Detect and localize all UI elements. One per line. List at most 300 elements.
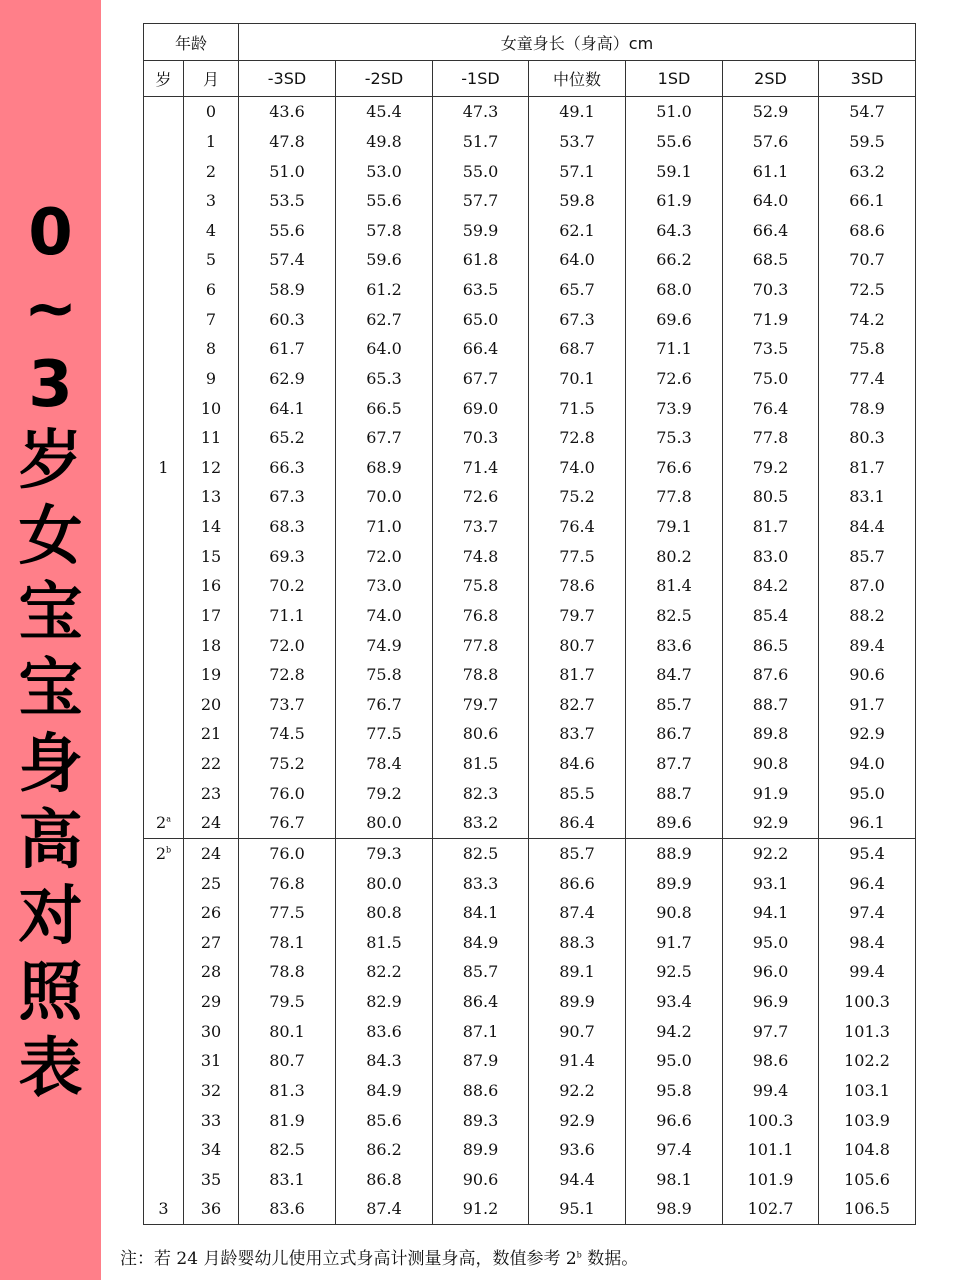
title-char: 表 <box>18 1032 83 1106</box>
month-cell: 32 <box>184 1076 239 1106</box>
height-value-cell: 102.7 <box>723 1194 819 1224</box>
height-value-cell: 81.4 <box>626 571 723 601</box>
height-value-cell: 76.0 <box>239 778 336 808</box>
table-row <box>144 808 916 838</box>
table-row <box>144 601 916 631</box>
height-value-cell: 79.2 <box>336 778 433 808</box>
height-value-cell: 79.7 <box>433 690 529 720</box>
title-sidebar <box>0 0 101 1280</box>
height-value-cell: 91.7 <box>626 928 723 958</box>
height-value-cell: 65.7 <box>529 275 626 305</box>
height-value-cell: 79.1 <box>626 512 723 542</box>
height-value-cell: 73.9 <box>626 393 723 423</box>
height-value-cell: 71.9 <box>723 304 819 334</box>
footnote-tail: 数据。 <box>581 1249 639 1269</box>
height-value-cell: 80.0 <box>336 808 433 838</box>
year-cell <box>144 808 184 838</box>
height-value-cell: 84.7 <box>626 660 723 690</box>
height-value-cell: 85.7 <box>626 690 723 720</box>
height-value-cell: 79.7 <box>529 601 626 631</box>
height-value-cell: 86.5 <box>723 630 819 660</box>
table-row <box>144 186 916 216</box>
table-row <box>144 1076 916 1106</box>
year-cell <box>144 601 184 631</box>
year-cell <box>144 928 184 958</box>
height-value-cell: 85.6 <box>336 1105 433 1135</box>
height-value-cell: 81.7 <box>529 660 626 690</box>
year-cell <box>144 541 184 571</box>
year-cell <box>144 898 184 928</box>
height-value-cell: 92.9 <box>529 1105 626 1135</box>
height-value-cell: 68.3 <box>239 512 336 542</box>
height-value-cell: 95.8 <box>626 1076 723 1106</box>
column-header: 1SD <box>626 61 723 97</box>
height-value-cell: 77.8 <box>723 423 819 453</box>
column-header: -3SD <box>239 61 336 97</box>
month-cell: 27 <box>184 928 239 958</box>
height-value-cell: 88.2 <box>819 601 916 631</box>
height-value-cell: 82.5 <box>239 1135 336 1165</box>
height-value-cell: 84.9 <box>433 928 529 958</box>
height-value-cell: 74.0 <box>529 453 626 483</box>
height-value-cell: 83.7 <box>529 719 626 749</box>
height-value-cell: 80.5 <box>723 482 819 512</box>
footnote-sup: b <box>576 1250 582 1260</box>
table-row <box>144 571 916 601</box>
height-value-cell: 86.6 <box>529 868 626 898</box>
height-value-cell: 67.7 <box>336 423 433 453</box>
height-value-cell: 94.0 <box>819 749 916 779</box>
table-row <box>144 393 916 423</box>
height-value-cell: 61.8 <box>433 245 529 275</box>
table-row <box>144 156 916 186</box>
height-value-cell: 65.2 <box>239 423 336 453</box>
month-cell: 13 <box>184 482 239 512</box>
height-value-cell: 72.8 <box>529 423 626 453</box>
height-value-cell: 55.6 <box>239 216 336 246</box>
height-value-cell: 94.1 <box>723 898 819 928</box>
month-cell: 24 <box>184 808 239 838</box>
height-value-cell: 88.7 <box>626 778 723 808</box>
height-value-cell: 74.8 <box>433 541 529 571</box>
height-value-cell: 66.2 <box>626 245 723 275</box>
title-char: 宝 <box>18 652 83 726</box>
height-value-cell: 57.6 <box>723 127 819 157</box>
table-row <box>144 987 916 1017</box>
height-value-cell: 77.8 <box>626 482 723 512</box>
height-value-cell: 78.1 <box>239 928 336 958</box>
year-cell <box>144 749 184 779</box>
month-cell: 22 <box>184 749 239 779</box>
height-value-cell: 66.5 <box>336 393 433 423</box>
table-row <box>144 868 916 898</box>
height-value-cell: 59.5 <box>819 127 916 157</box>
height-value-cell: 82.5 <box>433 838 529 868</box>
height-value-cell: 82.7 <box>529 690 626 720</box>
height-value-cell: 92.2 <box>529 1076 626 1106</box>
height-value-cell: 67.7 <box>433 364 529 394</box>
year-cell <box>144 1016 184 1046</box>
title-char: 宝 <box>18 576 83 650</box>
height-value-cell: 83.6 <box>336 1016 433 1046</box>
height-value-cell: 70.3 <box>433 423 529 453</box>
height-value-cell: 92.9 <box>723 808 819 838</box>
year-cell <box>144 275 184 305</box>
month-cell: 15 <box>184 541 239 571</box>
column-header: 中位数 <box>529 61 626 97</box>
height-value-cell: 73.7 <box>239 690 336 720</box>
year-cell <box>144 364 184 394</box>
height-value-cell: 66.3 <box>239 453 336 483</box>
column-header: 2SD <box>723 61 819 97</box>
title-char: 0 <box>28 196 73 270</box>
height-value-cell: 70.1 <box>529 364 626 394</box>
month-cell: 21 <box>184 719 239 749</box>
height-value-cell: 64.0 <box>529 245 626 275</box>
height-value-cell: 91.2 <box>433 1194 529 1224</box>
title-char: 女 <box>18 500 83 574</box>
height-value-cell: 53.7 <box>529 127 626 157</box>
table-row <box>144 304 916 334</box>
year-cell <box>144 571 184 601</box>
month-header: 月 <box>184 61 239 97</box>
height-value-cell: 98.6 <box>723 1046 819 1076</box>
month-cell: 1 <box>184 127 239 157</box>
height-value-cell: 85.5 <box>529 778 626 808</box>
height-value-cell: 96.4 <box>819 868 916 898</box>
table-body <box>144 97 916 1225</box>
height-value-cell: 80.3 <box>819 423 916 453</box>
title-char: 3 <box>28 348 73 422</box>
height-value-cell: 86.4 <box>433 987 529 1017</box>
height-value-cell: 49.1 <box>529 97 626 127</box>
height-value-cell: 96.9 <box>723 987 819 1017</box>
height-value-cell: 96.1 <box>819 808 916 838</box>
table-row <box>144 275 916 305</box>
year-cell <box>144 186 184 216</box>
height-value-cell: 90.7 <box>529 1016 626 1046</box>
year-value: 1 <box>158 457 169 477</box>
table-row <box>144 245 916 275</box>
height-value-cell: 51.0 <box>626 97 723 127</box>
height-value-cell: 81.5 <box>433 749 529 779</box>
year-cell <box>144 778 184 808</box>
height-value-cell: 65.3 <box>336 364 433 394</box>
table-row <box>144 127 916 157</box>
height-value-cell: 89.9 <box>433 1135 529 1165</box>
month-cell: 14 <box>184 512 239 542</box>
height-value-cell: 76.8 <box>433 601 529 631</box>
height-value-cell: 78.4 <box>336 749 433 779</box>
table-row <box>144 749 916 779</box>
height-value-cell: 63.2 <box>819 156 916 186</box>
height-value-cell: 63.5 <box>433 275 529 305</box>
height-value-cell: 99.4 <box>723 1076 819 1106</box>
height-value-cell: 93.1 <box>723 868 819 898</box>
height-value-cell: 76.8 <box>239 868 336 898</box>
title-char: 身 <box>18 728 83 802</box>
height-value-cell: 83.6 <box>239 1194 336 1224</box>
height-value-cell: 54.7 <box>819 97 916 127</box>
height-value-cell: 81.7 <box>819 453 916 483</box>
height-value-cell: 71.5 <box>529 393 626 423</box>
month-cell: 34 <box>184 1135 239 1165</box>
height-value-cell: 57.8 <box>336 216 433 246</box>
height-value-cell: 75.3 <box>626 423 723 453</box>
height-value-cell: 52.9 <box>723 97 819 127</box>
height-value-cell: 71.0 <box>336 512 433 542</box>
year-cell <box>144 482 184 512</box>
height-value-cell: 95.4 <box>819 838 916 868</box>
height-value-cell: 84.2 <box>723 571 819 601</box>
height-value-cell: 89.8 <box>723 719 819 749</box>
height-value-cell: 89.9 <box>529 987 626 1017</box>
height-value-cell: 90.6 <box>819 660 916 690</box>
month-cell: 18 <box>184 630 239 660</box>
height-value-cell: 79.3 <box>336 838 433 868</box>
height-value-cell: 72.8 <box>239 660 336 690</box>
table-row <box>144 482 916 512</box>
height-value-cell: 70.7 <box>819 245 916 275</box>
table-row <box>144 719 916 749</box>
height-value-cell: 68.6 <box>819 216 916 246</box>
height-value-cell: 96.0 <box>723 957 819 987</box>
height-value-cell: 85.7 <box>433 957 529 987</box>
height-value-cell: 75.8 <box>819 334 916 364</box>
table-row <box>144 898 916 928</box>
height-value-cell: 102.2 <box>819 1046 916 1076</box>
height-value-cell: 83.6 <box>626 630 723 660</box>
year-cell <box>144 630 184 660</box>
height-value-cell: 64.0 <box>336 334 433 364</box>
year-value: 2 <box>155 843 167 863</box>
table-row <box>144 364 916 394</box>
table-row <box>144 541 916 571</box>
height-value-cell: 95.0 <box>626 1046 723 1076</box>
title-char: ~ <box>23 272 78 346</box>
month-cell: 25 <box>184 868 239 898</box>
month-cell: 30 <box>184 1016 239 1046</box>
height-value-cell: 89.3 <box>433 1105 529 1135</box>
height-value-cell: 103.9 <box>819 1105 916 1135</box>
height-value-cell: 58.9 <box>239 275 336 305</box>
height-value-cell: 89.4 <box>819 630 916 660</box>
height-value-cell: 96.6 <box>626 1105 723 1135</box>
height-value-cell: 92.2 <box>723 838 819 868</box>
year-value: 3 <box>158 1199 169 1219</box>
height-value-cell: 55.0 <box>433 156 529 186</box>
height-value-cell: 80.7 <box>529 630 626 660</box>
height-value-cell: 69.0 <box>433 393 529 423</box>
height-value-cell: 62.1 <box>529 216 626 246</box>
year-cell <box>144 957 184 987</box>
year-cell <box>144 453 184 483</box>
height-value-cell: 80.1 <box>239 1016 336 1046</box>
height-value-cell: 89.1 <box>529 957 626 987</box>
height-value-cell: 95.0 <box>819 778 916 808</box>
year-cell <box>144 304 184 334</box>
height-value-cell: 93.4 <box>626 987 723 1017</box>
height-value-cell: 70.2 <box>239 571 336 601</box>
year-cell <box>144 1194 184 1224</box>
height-value-cell: 90.8 <box>723 749 819 779</box>
height-value-cell: 81.9 <box>239 1105 336 1135</box>
height-value-cell: 84.9 <box>336 1076 433 1106</box>
height-value-cell: 75.2 <box>529 482 626 512</box>
height-value-cell: 72.0 <box>336 541 433 571</box>
height-value-cell: 74.5 <box>239 719 336 749</box>
height-value-cell: 73.0 <box>336 571 433 601</box>
table-row <box>144 1165 916 1195</box>
height-value-cell: 80.8 <box>336 898 433 928</box>
height-value-cell: 97.4 <box>819 898 916 928</box>
height-value-cell: 103.1 <box>819 1076 916 1106</box>
month-cell: 35 <box>184 1165 239 1195</box>
month-cell: 26 <box>184 898 239 928</box>
height-value-cell: 89.6 <box>626 808 723 838</box>
table-row <box>144 216 916 246</box>
height-value-cell: 94.4 <box>529 1165 626 1195</box>
month-cell: 8 <box>184 334 239 364</box>
height-value-cell: 88.9 <box>626 838 723 868</box>
height-value-cell: 68.0 <box>626 275 723 305</box>
month-cell: 10 <box>184 393 239 423</box>
year-cell <box>144 660 184 690</box>
height-value-cell: 77.5 <box>336 719 433 749</box>
height-value-cell: 47.8 <box>239 127 336 157</box>
height-value-cell: 78.9 <box>819 393 916 423</box>
height-value-cell: 75.8 <box>433 571 529 601</box>
year-superscript: a <box>166 814 171 824</box>
height-value-cell: 88.7 <box>723 690 819 720</box>
month-cell: 24 <box>184 838 239 868</box>
table-row <box>144 630 916 660</box>
height-value-cell: 73.5 <box>723 334 819 364</box>
year-cell <box>144 690 184 720</box>
year-cell <box>144 1076 184 1106</box>
height-value-cell: 76.4 <box>529 512 626 542</box>
height-value-cell: 81.5 <box>336 928 433 958</box>
height-value-cell: 87.1 <box>433 1016 529 1046</box>
year-cell <box>144 393 184 423</box>
year-cell <box>144 987 184 1017</box>
height-value-cell: 79.2 <box>723 453 819 483</box>
height-value-cell: 94.2 <box>626 1016 723 1046</box>
year-cell <box>144 1105 184 1135</box>
height-value-cell: 99.4 <box>819 957 916 987</box>
height-value-cell: 61.1 <box>723 156 819 186</box>
column-header: -1SD <box>433 61 529 97</box>
year-cell <box>144 216 184 246</box>
height-value-cell: 68.9 <box>336 453 433 483</box>
height-value-cell: 51.7 <box>433 127 529 157</box>
height-value-cell: 73.7 <box>433 512 529 542</box>
height-value-cell: 64.3 <box>626 216 723 246</box>
year-cell <box>144 1046 184 1076</box>
height-value-cell: 75.2 <box>239 749 336 779</box>
height-value-cell: 69.6 <box>626 304 723 334</box>
height-value-cell: 80.6 <box>433 719 529 749</box>
height-value-cell: 81.3 <box>239 1076 336 1106</box>
height-value-cell: 67.3 <box>239 482 336 512</box>
year-superscript: b <box>166 845 172 855</box>
measure-header: 女童身长（身高）cm <box>239 24 916 61</box>
height-value-cell: 86.2 <box>336 1135 433 1165</box>
title-char: 高 <box>18 804 83 878</box>
height-value-cell: 71.1 <box>239 601 336 631</box>
table-row <box>144 1105 916 1135</box>
height-value-cell: 100.3 <box>819 987 916 1017</box>
height-value-cell: 84.3 <box>336 1046 433 1076</box>
height-value-cell: 91.7 <box>819 690 916 720</box>
table-row <box>144 423 916 453</box>
height-value-cell: 51.0 <box>239 156 336 186</box>
height-value-cell: 75.8 <box>336 660 433 690</box>
column-header: -2SD <box>336 61 433 97</box>
height-value-cell: 66.4 <box>433 334 529 364</box>
table-row <box>144 1016 916 1046</box>
height-value-cell: 87.0 <box>819 571 916 601</box>
footnote-text: 注：若 24 月龄婴幼儿使用立式身高计测量身高，数值参考 2 <box>120 1249 577 1269</box>
month-cell: 29 <box>184 987 239 1017</box>
height-value-cell: 101.9 <box>723 1165 819 1195</box>
height-value-cell: 77.5 <box>529 541 626 571</box>
height-value-cell: 77.5 <box>239 898 336 928</box>
month-cell: 36 <box>184 1194 239 1224</box>
height-value-cell: 61.7 <box>239 334 336 364</box>
year-cell <box>144 1135 184 1165</box>
month-cell: 4 <box>184 216 239 246</box>
month-cell: 6 <box>184 275 239 305</box>
height-value-cell: 91.9 <box>723 778 819 808</box>
year-cell <box>144 512 184 542</box>
height-value-cell: 59.8 <box>529 186 626 216</box>
year-value: 2 <box>156 813 167 833</box>
height-value-cell: 101.3 <box>819 1016 916 1046</box>
year-cell <box>144 97 184 127</box>
height-value-cell: 74.2 <box>819 304 916 334</box>
height-value-cell: 105.6 <box>819 1165 916 1195</box>
height-value-cell: 61.2 <box>336 275 433 305</box>
height-value-cell: 55.6 <box>336 186 433 216</box>
height-value-cell: 82.2 <box>336 957 433 987</box>
height-value-cell: 69.3 <box>239 541 336 571</box>
height-value-cell: 59.1 <box>626 156 723 186</box>
height-value-cell: 57.7 <box>433 186 529 216</box>
column-header: 3SD <box>819 61 916 97</box>
year-cell <box>144 334 184 364</box>
height-value-cell: 85.4 <box>723 601 819 631</box>
height-value-cell: 78.6 <box>529 571 626 601</box>
height-value-cell: 59.6 <box>336 245 433 275</box>
height-value-cell: 55.6 <box>626 127 723 157</box>
height-value-cell: 77.8 <box>433 630 529 660</box>
height-value-cell: 76.7 <box>336 690 433 720</box>
height-value-cell: 92.5 <box>626 957 723 987</box>
height-value-cell: 59.9 <box>433 216 529 246</box>
month-cell: 9 <box>184 364 239 394</box>
height-value-cell: 78.8 <box>433 660 529 690</box>
month-cell: 3 <box>184 186 239 216</box>
height-value-cell: 91.4 <box>529 1046 626 1076</box>
height-value-cell: 95.1 <box>529 1194 626 1224</box>
month-cell: 17 <box>184 601 239 631</box>
height-value-cell: 79.5 <box>239 987 336 1017</box>
title-char: 照 <box>18 956 83 1030</box>
height-value-cell: 104.8 <box>819 1135 916 1165</box>
height-value-cell: 61.9 <box>626 186 723 216</box>
table-row <box>144 690 916 720</box>
